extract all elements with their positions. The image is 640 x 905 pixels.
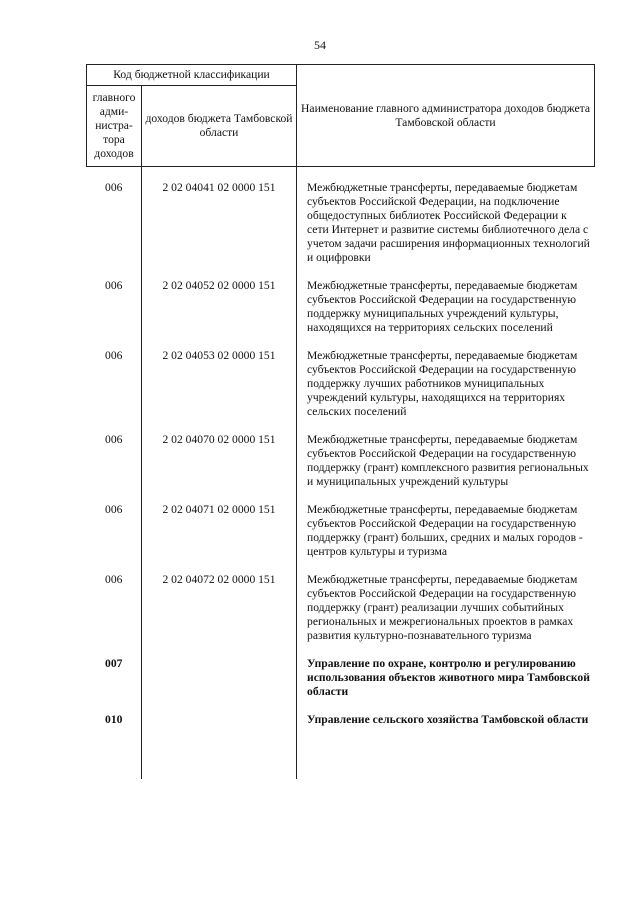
admin-code-cell: 006	[87, 349, 142, 433]
administrator-name-cell: Управление по охране, контролю и регулированию использования объектов животного мира Тамбовской области	[307, 657, 590, 698]
admin-code-cell: 006	[87, 433, 142, 503]
admin-code-cell: 007	[87, 657, 142, 713]
revenue-code-cell	[142, 713, 297, 779]
administrator-name-cell: Межбюджетные трансферты, передаваемые бюджетам субъектов Российской Федерации на государственную поддержку лучших работников муниципальных учреждений культуры, находящихся на территориях сельских поселений	[307, 349, 578, 418]
administrator-name-cell: Межбюджетные трансферты, передаваемые бюджетам субъектов Российской Федерации на государственную поддержку (грант) реализации лучших событийных региональных и межрегиональных проектов в рамках развития культурно-познавательного туризма	[307, 573, 578, 642]
administrator-name-header: Наименование главного администратора доходов бюджета Тамбовской области	[297, 65, 595, 167]
table-header	[87, 65, 595, 167]
table-row-administrator	[87, 657, 595, 713]
revenue-code-cell: 2 02 04072 02 0000 151	[142, 573, 297, 657]
revenue-code-cell: 2 02 04052 02 0000 151	[142, 279, 297, 349]
admin-code-cell: 006	[87, 279, 142, 349]
table-row-administrator	[87, 713, 595, 779]
chief-administrator-header: главного адми-нистра-тора доходов	[87, 86, 142, 167]
table-row	[87, 573, 595, 657]
table-row	[87, 503, 595, 573]
admin-code-cell: 006	[87, 167, 142, 280]
administrator-name-cell: Межбюджетные трансферты, передаваемые бюджетам субъектов Российской Федерации на государственную поддержку (грант) комплексного развития региональных и муниципальных учреждений культуры	[307, 433, 589, 488]
administrator-name-cell: Межбюджетные трансферты, передаваемые бюджетам субъектов Российской Федерации на государственную поддержку муниципальных учреждений культуры, находящихся на территориях сельских поселений	[307, 279, 578, 334]
admin-code-cell: 010	[87, 713, 142, 779]
table-row	[87, 279, 595, 349]
admin-code-cell: 006	[87, 503, 142, 573]
table-row	[87, 349, 595, 433]
admin-code-cell: 006	[87, 573, 142, 657]
table-row	[87, 167, 595, 280]
revenue-code-cell: 2 02 04071 02 0000 151	[142, 503, 297, 573]
revenue-code-cell: 2 02 04041 02 0000 151	[142, 167, 297, 280]
administrator-name-cell: Межбюджетные трансферты, передаваемые бюджетам субъектов Российской Федерации, на подключение общедоступных библиотек Российской Федерации к сети Интернет и развитие системы библиотечного дела с учетом задачи расширения информационных технологий и оцифровки	[307, 181, 590, 264]
administrator-name-cell: Управление сельского хозяйства Тамбовской области	[307, 713, 589, 726]
revenue-code-cell: 2 02 04053 02 0000 151	[142, 349, 297, 433]
table-row	[87, 433, 595, 503]
table-body	[87, 167, 595, 780]
revenue-code-cell: 2 02 04070 02 0000 151	[142, 433, 297, 503]
budget-classification-group-header: Код бюджетной классификации	[87, 65, 297, 86]
administrator-name-cell: Межбюджетные трансферты, передаваемые бюджетам субъектов Российской Федерации на государственную поддержку (грант) больших, средних и малых городов - центров культуры и туризма	[307, 503, 583, 558]
revenue-code-header: доходов бюджета Тамбовской области	[142, 86, 297, 167]
revenue-code-cell	[142, 657, 297, 713]
budget-classification-table	[86, 64, 595, 779]
page-number: 54	[314, 38, 326, 52]
